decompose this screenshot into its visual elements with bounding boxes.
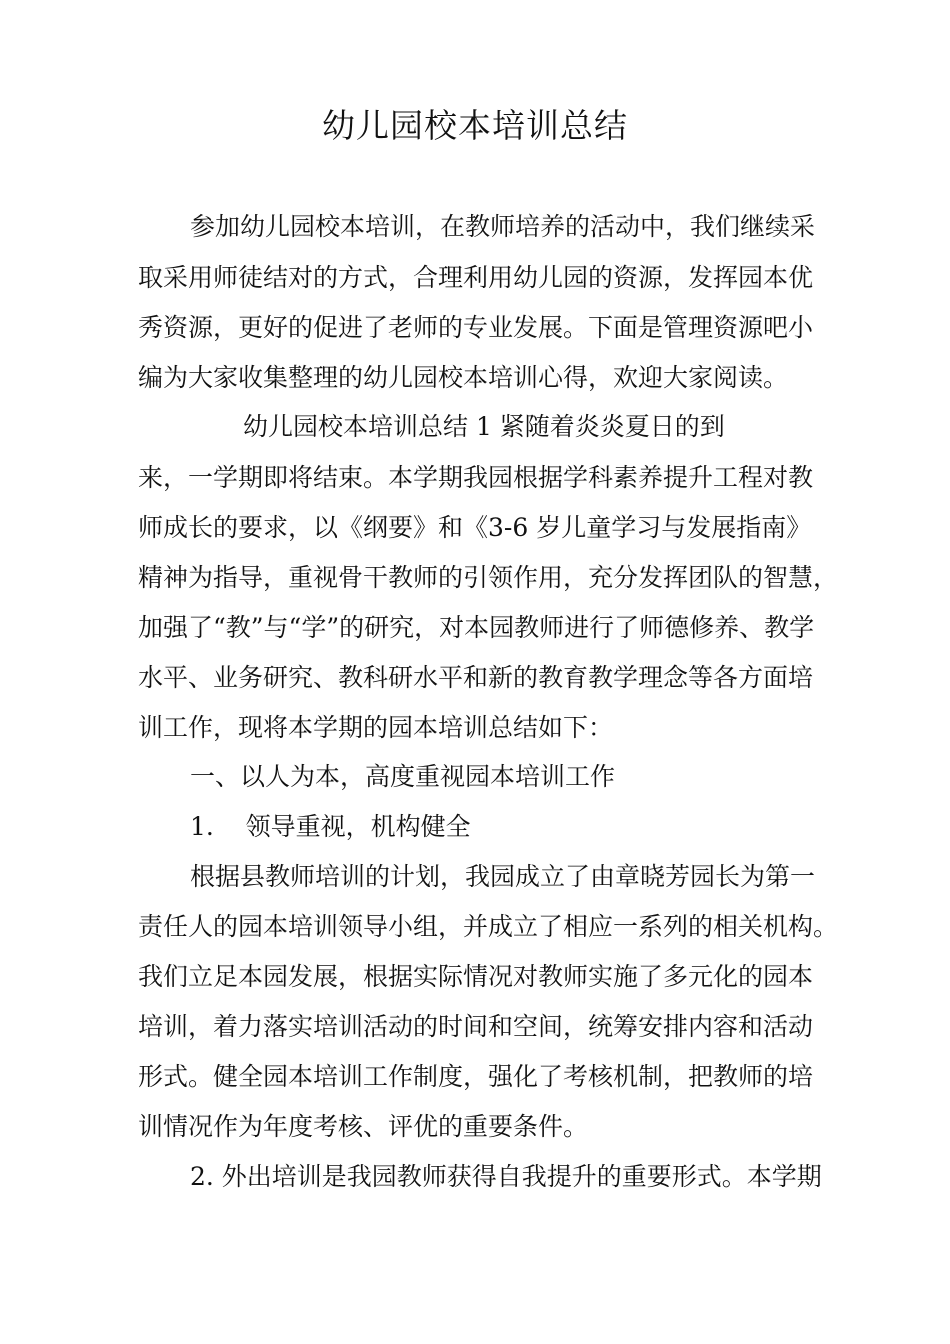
paragraph-line: 我们立足本园发展，根据实际情况对教师实施了多元化的园本 xyxy=(138,962,814,991)
paragraph-line: 来，一学期即将结束。本学期我园根据学科素养提升工程对教 xyxy=(138,463,814,492)
paragraph-line: 训工作，现将本学期的园本培训总结如下： xyxy=(138,713,614,742)
paragraph-line: 培训，着力落实培训活动的时间和空间，统筹安排内容和活动 xyxy=(138,1012,814,1041)
subsection-heading: 1. 领导重视，机构健全 xyxy=(190,812,471,841)
paragraph-line: 训情况作为年度考核、评优的重要条件。 xyxy=(138,1112,589,1141)
paragraph-line: 编为大家收集整理的幼儿园校本培训心得，欢迎大家阅读。 xyxy=(138,363,789,392)
paragraph-line: 根据县教师培训的计划，我园成立了由章晓芳园长为第一 xyxy=(190,862,816,891)
paragraph-line: 水平、业务研究、教科研水平和新的教育教学理念等各方面培 xyxy=(138,663,814,692)
paragraph-line: 2. 外出培训是我园教师获得自我提升的重要形式。本学期 xyxy=(190,1162,822,1191)
paragraph-line: 参加幼儿园校本培训，在教师培养的活动中，我们继续采 xyxy=(190,212,816,241)
paragraph-line: 形式。健全园本培训工作制度，强化了考核机制，把教师的培 xyxy=(138,1062,814,1091)
paragraph-line: 精神为指导，重视骨干教师的引领作用，充分发挥团队的智慧， xyxy=(138,563,839,592)
paragraph-line: 加强了“教”与“学”的研究，对本园教师进行了师德修养、教学 xyxy=(138,613,815,642)
paragraph-line: 取采用师徒结对的方式，合理利用幼儿园的资源，发挥园本优 xyxy=(138,263,814,292)
paragraph-line: 师成长的要求，以《纲要》和《3-6 岁儿童学习与发展指南》 xyxy=(138,513,812,542)
paragraph-line: 秀资源，更好的促进了老师的专业发展。下面是管理资源吧小 xyxy=(138,313,814,342)
paragraph-line: 幼儿园校本培训总结 1 紧随着炎炎夏日的到 xyxy=(243,412,725,441)
paragraph-line: 责任人的园本培训领导小组，并成立了相应一系列的相关机构。 xyxy=(138,912,839,941)
section-heading: 一、以人为本，高度重视园本培训工作 xyxy=(190,762,616,791)
document-title: 幼儿园校本培训总结 xyxy=(322,106,628,145)
